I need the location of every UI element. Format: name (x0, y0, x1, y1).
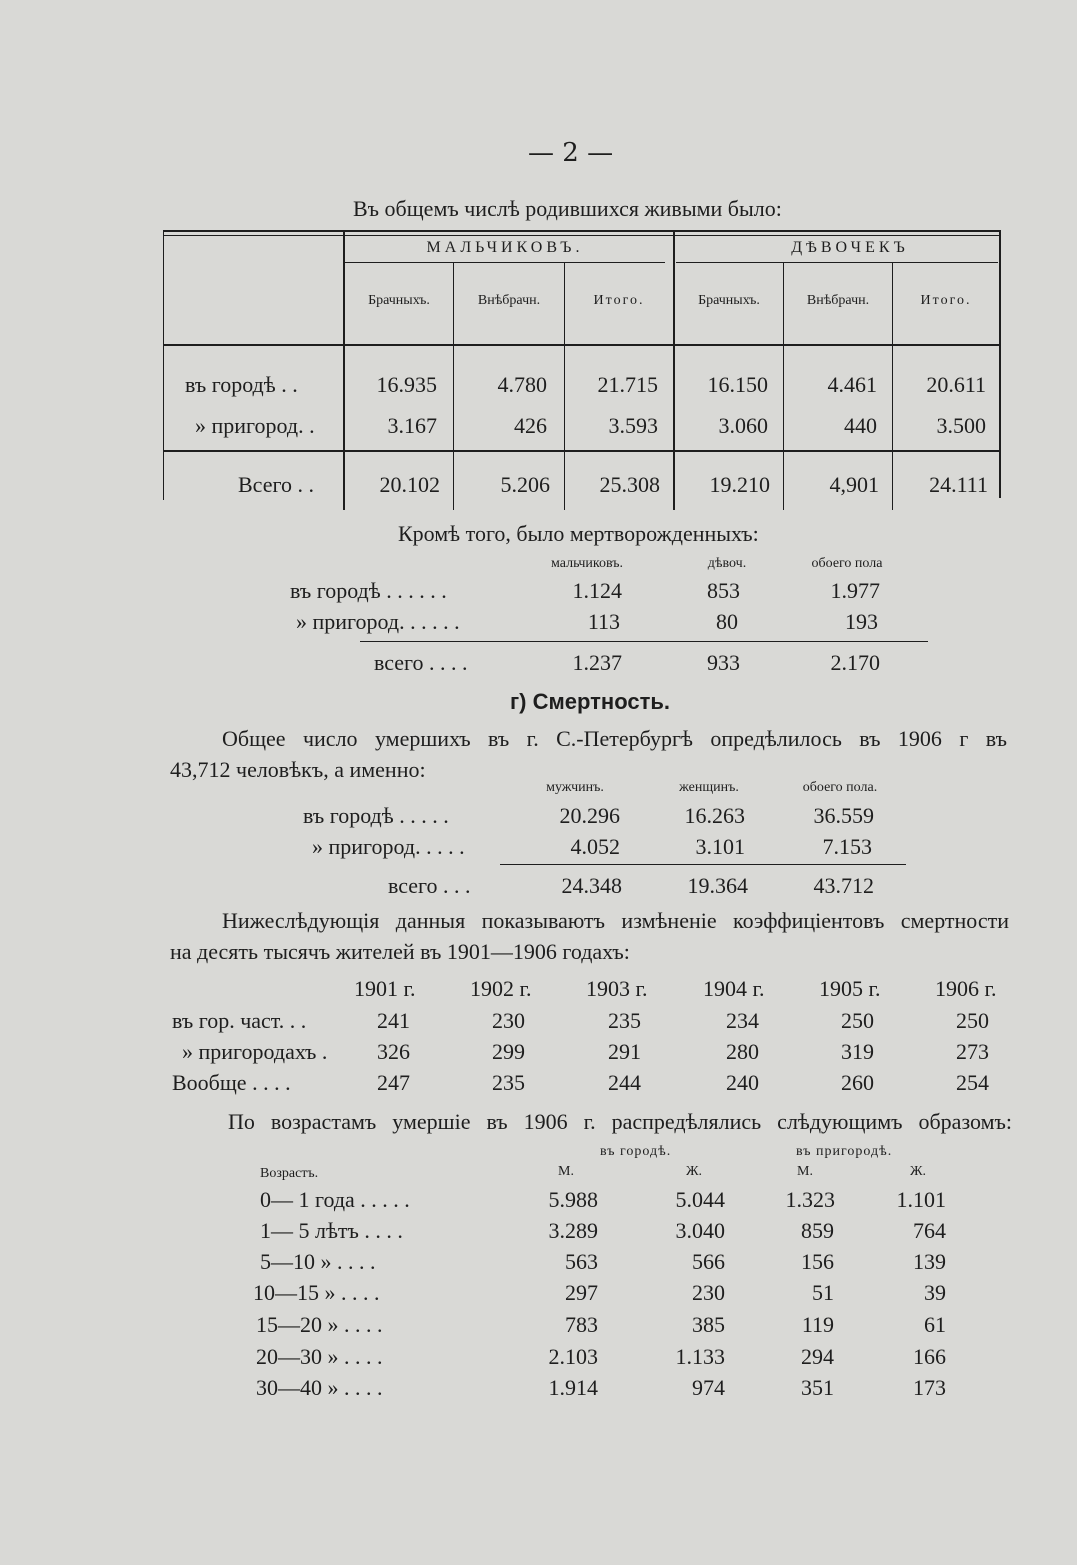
cell: 230 (692, 1280, 725, 1305)
col-header: М. (797, 1164, 813, 1179)
cell: 3.289 (548, 1218, 598, 1243)
col-header: обоего пола (811, 556, 883, 571)
cell: 5.044 (675, 1187, 725, 1212)
cell: 250 (956, 1008, 989, 1033)
cell: 1.977 (830, 578, 880, 603)
year-header: 1906 г. (935, 976, 997, 1001)
cell: 1.914 (548, 1375, 598, 1400)
cell: 24.111 (929, 472, 988, 497)
cell: 3.500 (936, 413, 986, 438)
cell: 19.364 (687, 873, 748, 898)
col-header: женщинъ. (679, 780, 739, 795)
year-header: 1905 г. (819, 976, 881, 1001)
age-label: 15—20 » . . . . (256, 1312, 383, 1337)
row-label: въ городѣ . . . . . . (290, 578, 447, 603)
cell: 280 (726, 1039, 759, 1064)
row-label: » пригород. . . . . (312, 834, 465, 859)
cell: 25.308 (599, 472, 660, 497)
row-label: въ городѣ . . . . . (303, 803, 449, 828)
cell: 16.150 (707, 372, 768, 397)
row-label: Вообще . . . . (172, 1070, 291, 1095)
col-header: Ж. (910, 1164, 927, 1179)
subheader: Брачныхъ. (368, 293, 430, 308)
cell: 21.715 (597, 372, 658, 397)
cell: 20.296 (559, 803, 620, 828)
group-header-suburb: въ пригородѣ. (796, 1144, 893, 1159)
cell: 566 (692, 1249, 725, 1274)
cell: 385 (692, 1312, 725, 1337)
cell: 19.210 (709, 472, 770, 497)
col-header: обоего пола. (802, 780, 878, 795)
row-label: въ городѣ . . (185, 372, 298, 397)
cell: 1.133 (675, 1344, 725, 1369)
cell: 244 (608, 1070, 641, 1095)
age-label: 5—10 » . . . . (260, 1249, 376, 1274)
cell: 783 (565, 1312, 598, 1337)
year-header: 1903 г. (586, 976, 648, 1001)
cell: 16.263 (684, 803, 745, 828)
cell: 853 (707, 578, 740, 603)
cell: 3.060 (718, 413, 768, 438)
cell: 3.167 (387, 413, 437, 438)
cell: 235 (492, 1070, 525, 1095)
age-header: Возрастъ. (260, 1166, 319, 1181)
cell: 235 (608, 1008, 641, 1033)
col-header: мальчиковъ. (550, 556, 624, 571)
subheader: Итого. (593, 293, 645, 308)
cell: 351 (801, 1375, 834, 1400)
group-header-city: въ городѣ. (600, 1144, 672, 1159)
row-label: » пригород. . . . . . (296, 609, 460, 634)
subheader: Брачныхъ. (698, 293, 760, 308)
cell: 1.101 (896, 1187, 946, 1212)
cell: 139 (913, 1249, 946, 1274)
coefficients-paragraph-line2: на десять тысячъ жителей въ 1901—1906 годахъ: (170, 939, 630, 964)
year-header: 1904 г. (703, 976, 765, 1001)
mortality-paragraph-line2: 43,712 человѣкъ, а именно: (170, 757, 426, 782)
header-boys: МАЛЬЧИКОВЪ. (426, 239, 584, 256)
row-label: въ гор. част. . . (172, 1008, 307, 1033)
col-header: М. (558, 1164, 574, 1179)
cell: 1.124 (572, 578, 622, 603)
cell: 240 (726, 1070, 759, 1095)
cell: 273 (956, 1039, 989, 1064)
stillborn-intro: Кромѣ того, было мертворожденныхъ: (398, 521, 759, 546)
cell: 4.461 (827, 372, 877, 397)
cell: 2.103 (548, 1344, 598, 1369)
subheader: Итого. (920, 293, 972, 308)
cell: 933 (707, 650, 740, 675)
cell: 319 (841, 1039, 874, 1064)
cell: 859 (801, 1218, 834, 1243)
row-label: » пригородахъ . (182, 1039, 328, 1064)
section-heading: г) Смертность. (510, 689, 671, 714)
cell: 5.988 (548, 1187, 598, 1212)
cell: 234 (726, 1008, 759, 1033)
header-girls: ДѢВОЧЕКЪ (791, 239, 909, 256)
cell: 247 (377, 1070, 410, 1095)
cell: 20.102 (379, 472, 440, 497)
age-label: 1— 5 лѣтъ . . . . (260, 1218, 403, 1243)
coefficients-paragraph-line1: Нижеслѣдующія данныя показываютъ измѣненіе коэффиціентовъ смертности (222, 908, 1009, 933)
cell: 764 (913, 1218, 946, 1243)
cell: 250 (841, 1008, 874, 1033)
cell: 299 (492, 1039, 525, 1064)
cell: 1.323 (785, 1187, 835, 1212)
cell: 173 (913, 1375, 946, 1400)
ages-paragraph: По возрастамъ умершіе въ 1906 г. распредѣлялись слѣдующимъ образомъ: (228, 1109, 1012, 1134)
row-label: » пригород. . (195, 413, 315, 438)
cell: 291 (608, 1039, 641, 1064)
cell: 43.712 (813, 873, 874, 898)
year-header: 1901 г. (354, 976, 416, 1001)
cell: 119 (801, 1312, 834, 1337)
cell: 563 (565, 1249, 598, 1274)
cell: 1.237 (572, 650, 622, 675)
cell: 3.040 (675, 1218, 725, 1243)
cell: 230 (492, 1008, 525, 1033)
births-intro: Въ общемъ числѣ родившихся живыми было: (353, 196, 782, 221)
cell: 440 (844, 413, 877, 438)
cell: 254 (956, 1070, 989, 1095)
cell: 16.935 (376, 372, 437, 397)
cell: 260 (841, 1070, 874, 1095)
cell: 20.611 (926, 372, 986, 397)
cell: 326 (377, 1039, 410, 1064)
cell: 2.170 (830, 650, 880, 675)
total-label: Всего . . (238, 472, 314, 497)
page-number: — 2 — (528, 138, 614, 168)
cell: 7.153 (822, 834, 872, 859)
cell: 193 (845, 609, 878, 634)
cell: 3.593 (608, 413, 658, 438)
cell: 39 (924, 1280, 946, 1305)
cell: 156 (801, 1249, 834, 1274)
subheader: Внѣбрачн. (806, 293, 870, 308)
cell: 113 (587, 609, 620, 634)
age-label: 30—40 » . . . . (256, 1375, 383, 1400)
total-label: всего . . . (388, 873, 471, 898)
cell: 36.559 (813, 803, 874, 828)
total-label: всего . . . . (374, 650, 468, 675)
cell: 4.780 (497, 372, 547, 397)
age-label: 10—15 » . . . . (253, 1280, 380, 1305)
cell: 166 (913, 1344, 946, 1369)
cell: 61 (924, 1312, 946, 1337)
cell: 426 (514, 413, 547, 438)
cell: 51 (812, 1280, 834, 1305)
cell: 241 (377, 1008, 410, 1033)
cell: 4,901 (829, 472, 879, 497)
col-header: мужчинъ. (546, 780, 604, 795)
cell: 24.348 (561, 873, 622, 898)
age-label: 0— 1 года . . . . . (260, 1187, 410, 1212)
col-header: дѣвоч. (707, 556, 747, 571)
cell: 974 (692, 1375, 725, 1400)
age-label: 20—30 » . . . . (256, 1344, 383, 1369)
cell: 294 (801, 1344, 834, 1369)
cell: 3.101 (695, 834, 745, 859)
cell: 4.052 (570, 834, 620, 859)
cell: 297 (565, 1280, 598, 1305)
subheader: Внѣбрачн. (477, 293, 541, 308)
cell: 5.206 (500, 472, 550, 497)
cell: 80 (716, 609, 738, 634)
col-header: Ж. (686, 1164, 703, 1179)
mortality-paragraph-line1: Общее число умершихъ въ г. С.-Петербургѣ опредѣлилось въ 1906 г въ (222, 726, 1007, 751)
year-header: 1902 г. (470, 976, 532, 1001)
